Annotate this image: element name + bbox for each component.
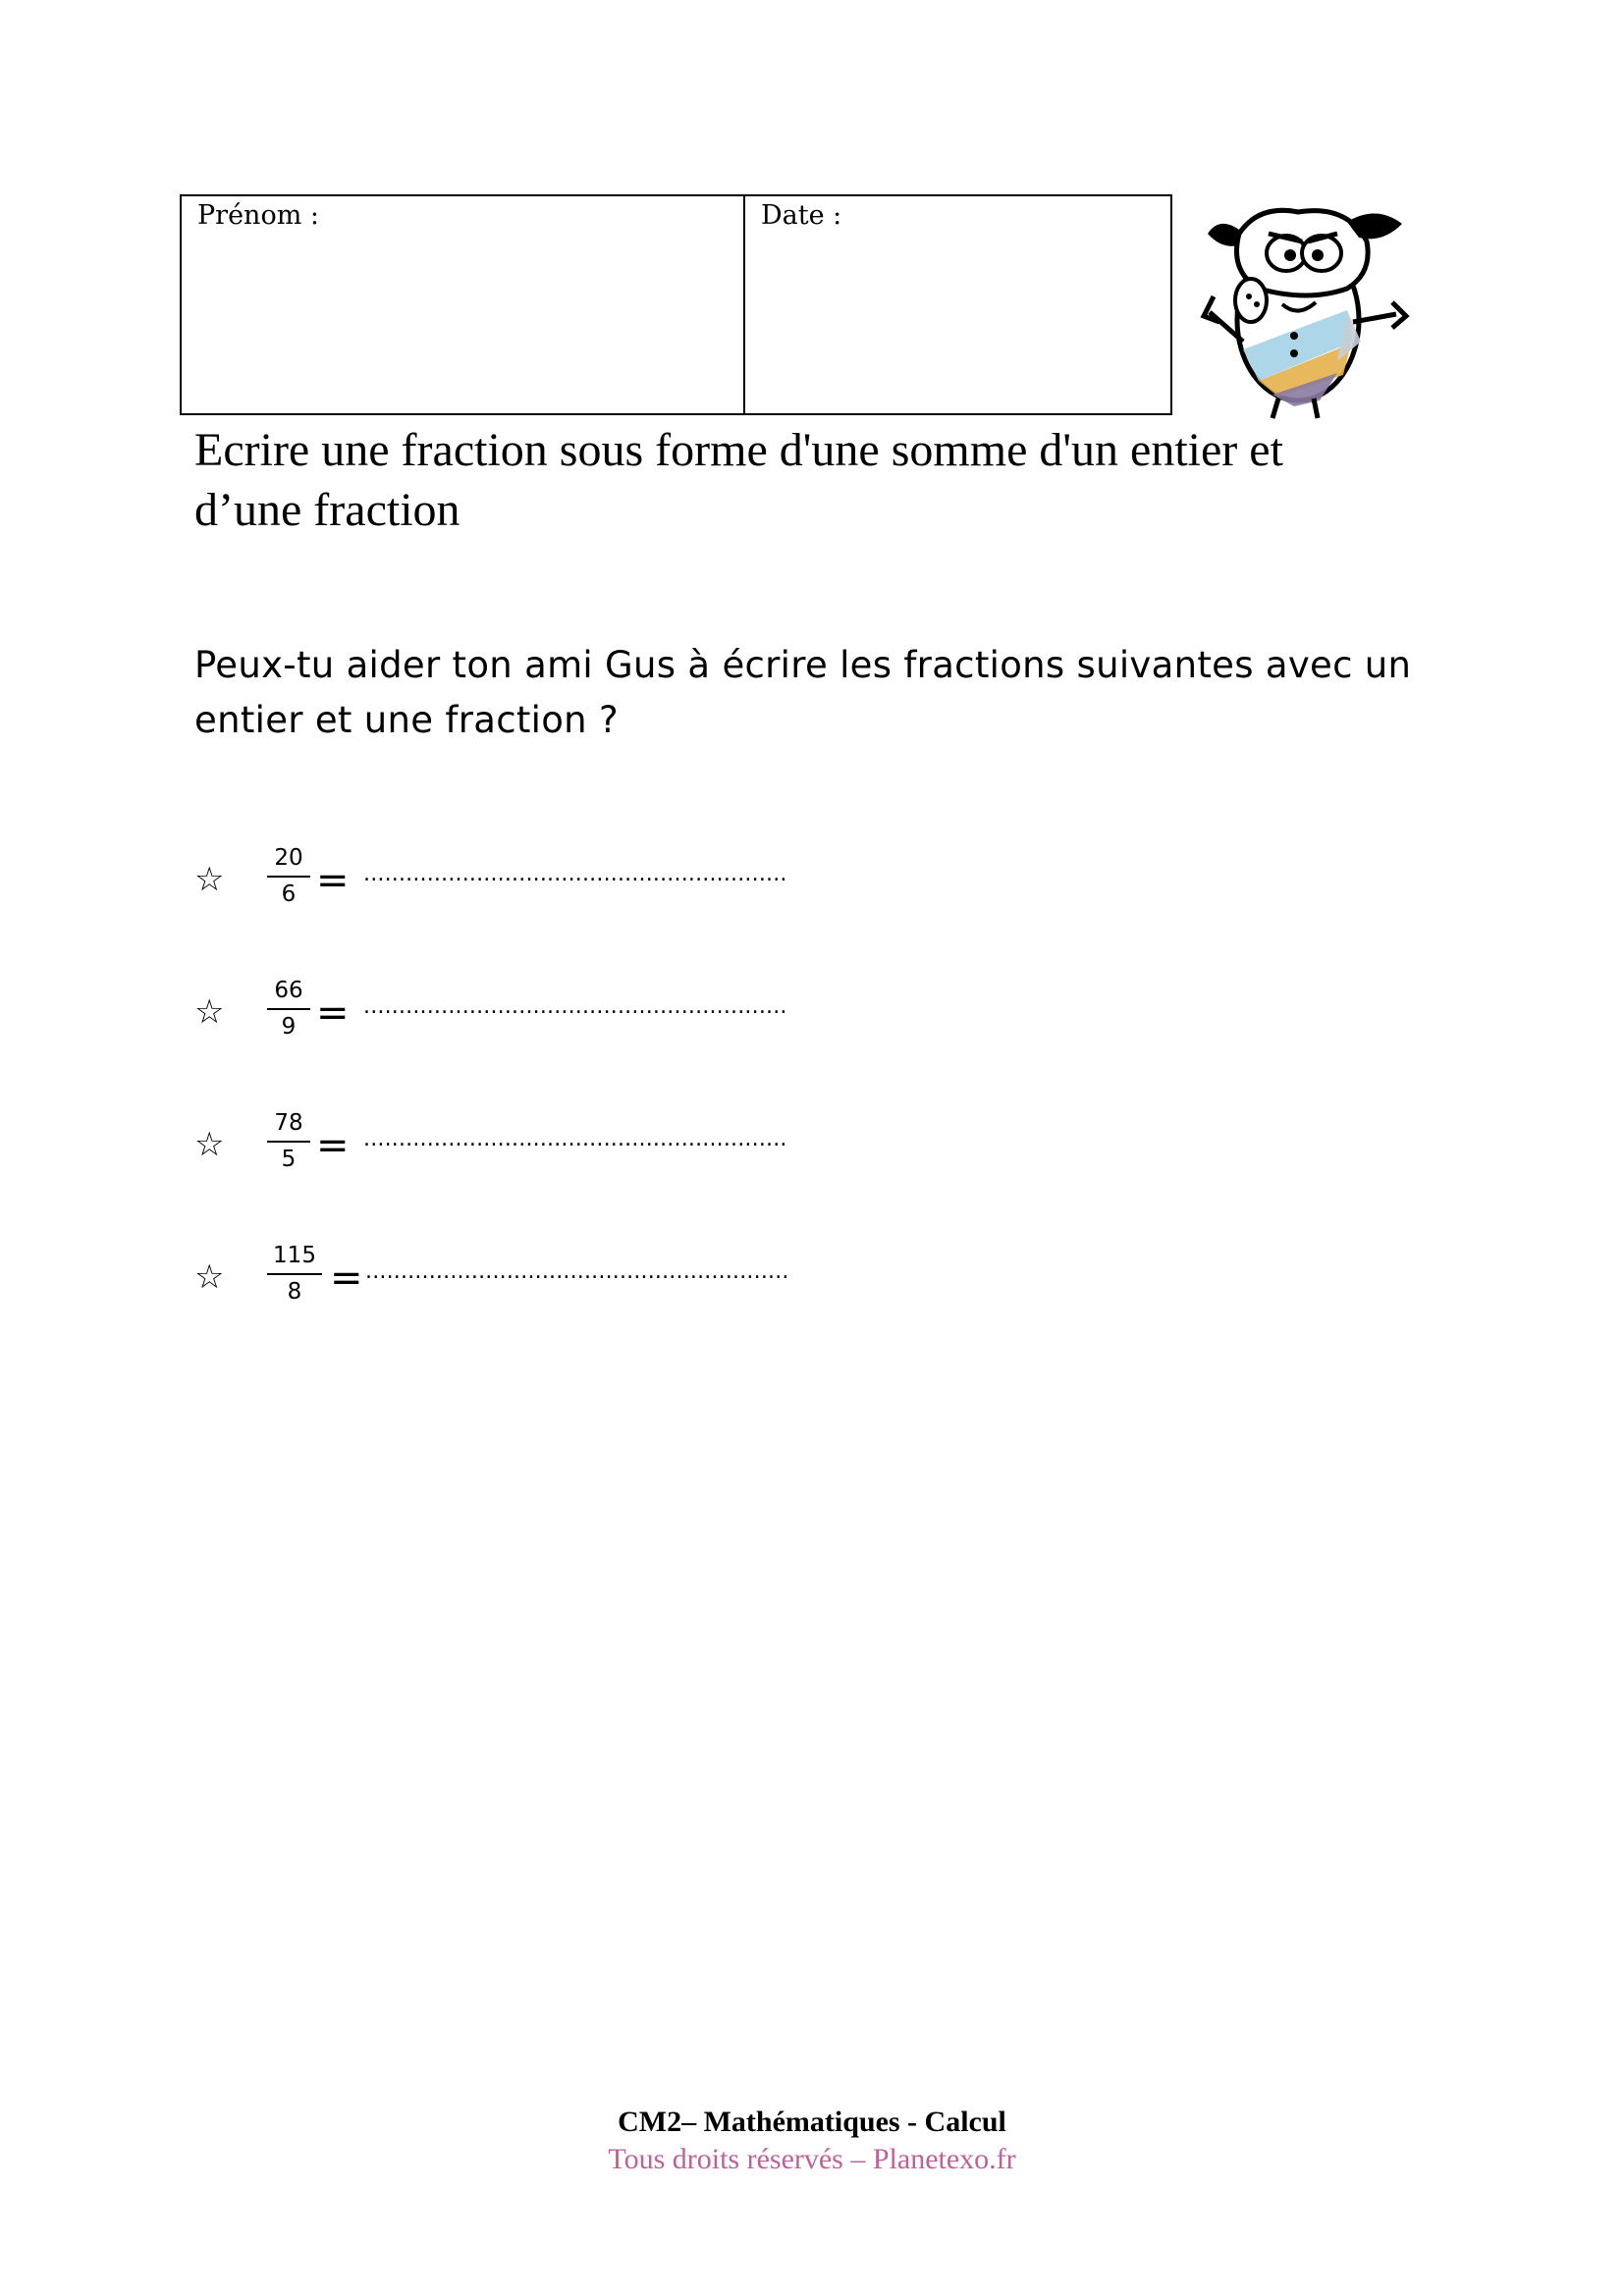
star-icon: ☆ xyxy=(194,860,225,899)
date-field[interactable] xyxy=(745,196,1170,413)
student-info-box xyxy=(180,194,1172,415)
denominator: 9 xyxy=(281,1014,297,1040)
fraction xyxy=(267,842,310,911)
equals-sign: = xyxy=(316,1123,350,1168)
denominator: 8 xyxy=(287,1279,302,1305)
star-icon: ☆ xyxy=(194,1257,225,1297)
equals-sign: = xyxy=(330,1255,363,1301)
fraction xyxy=(267,975,310,1043)
date-label: Date : xyxy=(761,200,842,231)
exercise-item xyxy=(194,1240,882,1318)
name-label: Prénom : xyxy=(197,200,319,231)
exercise-item xyxy=(194,842,882,921)
equals-sign: = xyxy=(316,990,350,1036)
footer-rights: Tous droits réservés – Planetexo.fr xyxy=(608,2143,1016,2175)
numerator: 115 xyxy=(267,1240,322,1275)
fraction xyxy=(267,1107,310,1176)
answer-line[interactable]: ............................................................ xyxy=(363,862,787,886)
equals-sign: = xyxy=(316,858,350,903)
answer-line[interactable]: ............................................................ xyxy=(363,1127,787,1151)
answer-line[interactable]: ............................................................ xyxy=(363,994,787,1019)
exercise-item xyxy=(194,1107,882,1186)
numerator: 66 xyxy=(267,975,310,1010)
fraction xyxy=(267,1240,322,1308)
denominator: 6 xyxy=(281,881,297,907)
numerator: 78 xyxy=(267,1107,310,1143)
exercise-item xyxy=(194,975,882,1053)
star-icon: ☆ xyxy=(194,1125,225,1164)
denominator: 5 xyxy=(281,1147,297,1172)
numerator: 20 xyxy=(267,842,310,878)
footer-course: CM2– Mathématiques - Calcul xyxy=(618,2106,1006,2138)
star-icon: ☆ xyxy=(194,992,225,1032)
instruction-text: Peux-tu aider ton ami Gus à écrire les fractions suivantes avec un entier et une fraction ? xyxy=(194,644,1412,741)
worksheet-title: Ecrire une fraction sous forme d'une somme d'un entier et d’une fraction xyxy=(194,424,1283,536)
name-field[interactable] xyxy=(182,196,745,413)
answer-line[interactable]: ............................................................ xyxy=(365,1259,789,1284)
sheep-mascot-icon xyxy=(1200,194,1416,420)
